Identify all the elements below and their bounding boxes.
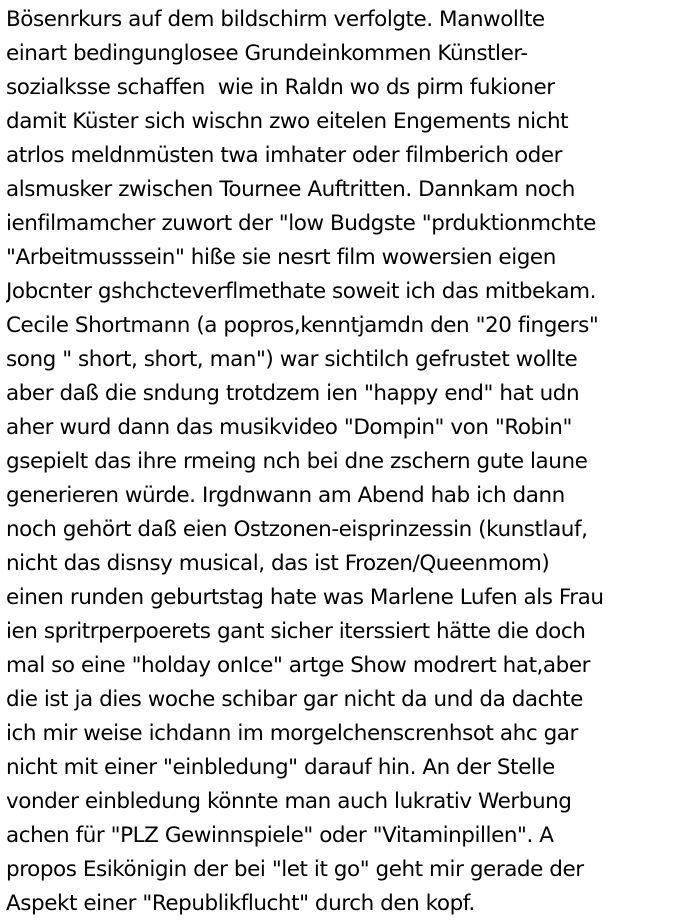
text-line-16: noch gehört daß eien Ostzonen-eisprinzessin (kunstlauf, <box>6 517 588 542</box>
text-line-10: Cecile Shortmann (a popros,kenntjamdn den "20 fingers" <box>6 313 599 338</box>
text-line-23: nicht mit einer "einbledung" darauf hin. An der Stelle <box>6 755 555 780</box>
text-line-17: nicht das disnsy musical, das ist Frozen/Queenmom) <box>6 551 550 576</box>
text-line-26: propos Esikönigin der bei "let it go" geht mir gerade der <box>6 857 584 882</box>
text-line-15: generieren würde. Irgdnwann am Abend hab ich dann <box>6 483 565 508</box>
text-line-25: achen für "PLZ Gewinnspiele" oder "Vitaminpillen". A <box>6 823 554 848</box>
text-line-22: ich mir weise ichdann im morgelchenscrenhsot ahc gar <box>6 721 578 746</box>
text-line-4: damit Küster sich wischn zwo eitelen Engements nicht <box>6 109 569 134</box>
text-line-14: gsepielt das ihre rmeing nch bei dne zschern gute laune <box>6 449 588 474</box>
text-line-20: mal so eine "holday onIce" artge Show modrert hat,aber <box>6 653 591 678</box>
text-line-21: die ist ja dies woche schibar gar nicht da und da dachte <box>6 687 583 712</box>
text-line-2: einart bedingunglosee Grundeinkommen Künstler- <box>6 41 528 66</box>
text-line-3: sozialksse schaffen wie in Raldn wo ds pirm fukioner <box>6 75 555 100</box>
text-line-9: Jobcnter gshchcteverflmethate soweit ich das mitbekam. <box>6 279 597 304</box>
text-line-18: einen runden geburtstag hate was Marlene Lufen als Frau <box>6 585 604 610</box>
text-line-11: song " short, short, man") war sichtilch gefrustet wollte <box>6 347 578 372</box>
text-line-27: Aspekt einer "Republikflucht" durch den kopf. <box>6 891 475 916</box>
document-body <box>6 3 682 921</box>
text-line-19: ien spritrperpoerets gant sicher iterssiert hätte die doch <box>6 619 586 644</box>
text-line-24: vonder einbledung könnte man auch lukrativ Werbung <box>6 789 572 814</box>
text-line-13: aher wurd dann das musikvideo "Dompin" von "Robin" <box>6 415 572 440</box>
text-line-7: ienfilmamcher zuwort der "low Budgste "prduktionmchte <box>6 211 596 236</box>
text-line-12: aber daß die sndung trotdzem ien "happy end" hat udn <box>6 381 580 406</box>
text-line-6: alsmusker zwischen Tournee Auftritten. Dannkam noch <box>6 177 575 202</box>
text-line-5: atrlos meldnmüsten twa imhater oder filmberich oder <box>6 143 563 168</box>
text-line-8: "Arbeitmusssein" hiße sie nesrt film wowersien eigen <box>6 245 556 270</box>
text-line-1: Bösenrkurs auf dem bildschirm verfolgte. Manwollte <box>6 7 545 32</box>
